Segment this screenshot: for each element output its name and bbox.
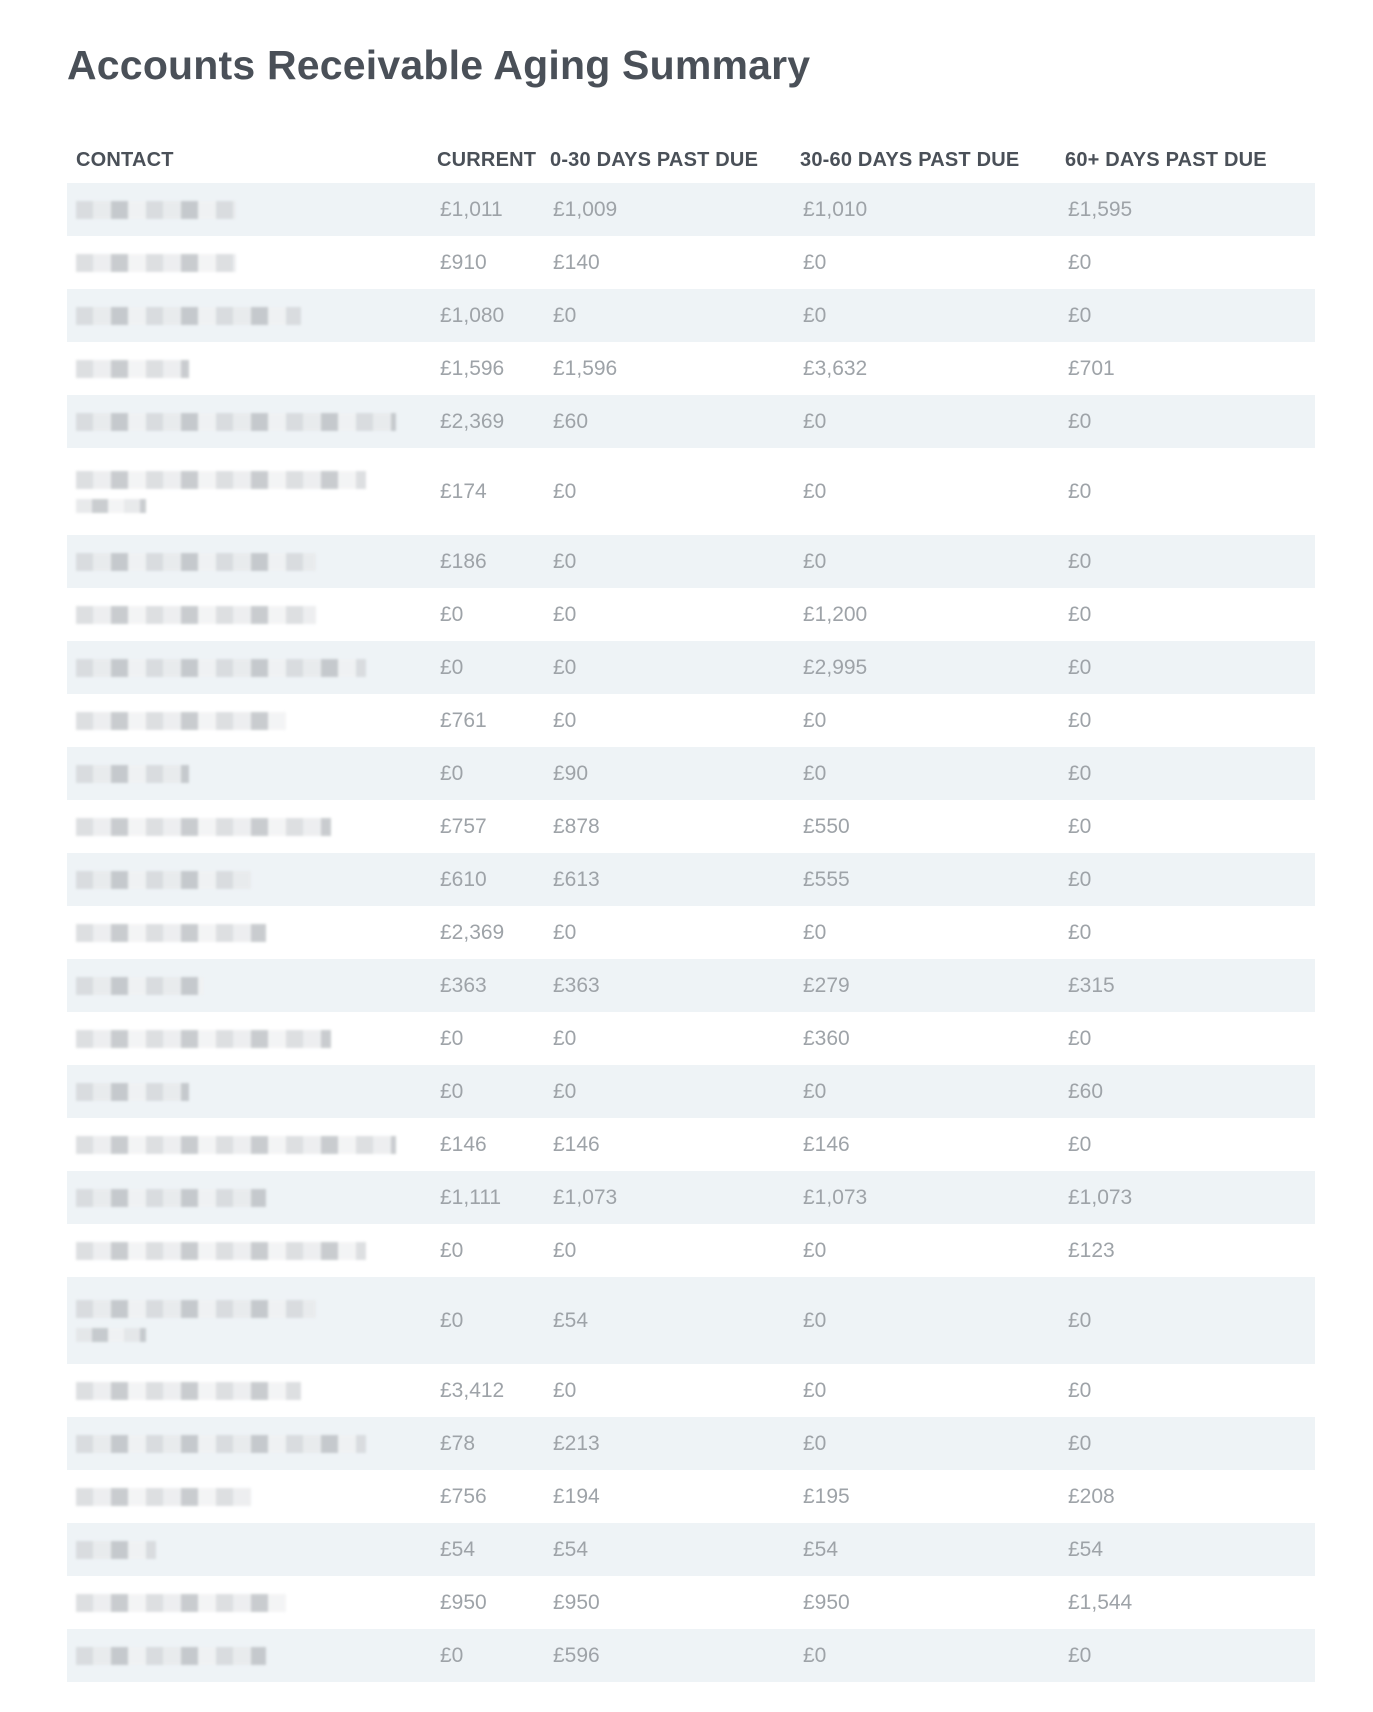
d30-60-amount-cell: £195 <box>800 1470 1065 1523</box>
table-row[interactable] <box>67 588 1315 641</box>
d30-60-amount-cell: £0 <box>800 694 1065 747</box>
d0-30-amount-cell: £950 <box>550 1576 800 1629</box>
d30-60-amount-cell: £555 <box>800 853 1065 906</box>
redacted-contact-name <box>76 1136 396 1154</box>
aging-table-container <box>67 137 1315 1682</box>
redacted-contact-name-line2 <box>76 499 146 513</box>
contact-cell[interactable] <box>67 1523 437 1576</box>
redacted-contact-name <box>76 1435 366 1453</box>
current-amount-cell: £756 <box>437 1470 550 1523</box>
d0-30-amount-cell: £1,009 <box>550 183 800 236</box>
current-amount-cell: £3,412 <box>437 1364 550 1417</box>
d60-plus-amount-cell: £0 <box>1065 1417 1315 1470</box>
current-amount-cell: £950 <box>437 1576 550 1629</box>
current-amount-cell: £0 <box>437 1277 550 1364</box>
d0-30-amount-cell: £90 <box>550 747 800 800</box>
redacted-contact-name <box>76 871 251 889</box>
table-row[interactable] <box>67 448 1315 535</box>
contact-cell[interactable] <box>67 1171 437 1224</box>
redacted-contact-name <box>76 471 366 489</box>
contact-cell[interactable] <box>67 1224 437 1277</box>
contact-cell[interactable] <box>67 395 437 448</box>
d0-30-amount-cell: £613 <box>550 853 800 906</box>
table-row[interactable] <box>67 1012 1315 1065</box>
contact-cell[interactable] <box>67 236 437 289</box>
d30-60-amount-cell: £0 <box>800 906 1065 959</box>
d0-30-amount-cell: £194 <box>550 1470 800 1523</box>
current-amount-cell: £1,080 <box>437 289 550 342</box>
d30-60-amount-cell: £0 <box>800 1277 1065 1364</box>
d0-30-amount-cell: £146 <box>550 1118 800 1171</box>
redacted-contact-name <box>76 307 301 325</box>
d30-60-amount-cell: £0 <box>800 1224 1065 1277</box>
current-amount-cell: £757 <box>437 800 550 853</box>
column-header-0-30-days[interactable]: 0-30 DAYS PAST DUE <box>550 148 759 171</box>
d60-plus-amount-cell: £0 <box>1065 395 1315 448</box>
current-amount-cell: £0 <box>437 588 550 641</box>
d0-30-amount-cell: £1,596 <box>550 342 800 395</box>
contact-cell[interactable] <box>67 1012 437 1065</box>
table-row[interactable] <box>67 1523 1315 1576</box>
contact-cell[interactable] <box>67 747 437 800</box>
table-row[interactable] <box>67 289 1315 342</box>
column-header-current[interactable]: CURRENT <box>437 148 537 171</box>
d30-60-amount-cell: £0 <box>800 448 1065 535</box>
d0-30-amount-cell: £0 <box>550 1065 800 1118</box>
contact-cell[interactable] <box>67 1417 437 1470</box>
page-title: Accounts Receivable Aging Summary <box>67 42 811 88</box>
table-row[interactable] <box>67 535 1315 588</box>
contact-cell[interactable] <box>67 342 437 395</box>
d30-60-amount-cell: £0 <box>800 535 1065 588</box>
contact-cell[interactable] <box>67 1576 437 1629</box>
current-amount-cell: £78 <box>437 1417 550 1470</box>
d0-30-amount-cell: £1,073 <box>550 1171 800 1224</box>
current-amount-cell: £363 <box>437 959 550 1012</box>
current-amount-cell: £761 <box>437 694 550 747</box>
contact-cell[interactable] <box>67 289 437 342</box>
redacted-contact-name <box>76 1647 266 1665</box>
current-amount-cell: £186 <box>437 535 550 588</box>
contact-cell[interactable] <box>67 1629 437 1682</box>
d30-60-amount-cell: £0 <box>800 747 1065 800</box>
table-row[interactable] <box>67 1364 1315 1417</box>
d60-plus-amount-cell: £315 <box>1065 959 1315 1012</box>
table-row[interactable] <box>67 183 1315 236</box>
current-amount-cell: £0 <box>437 1224 550 1277</box>
d60-plus-amount-cell: £208 <box>1065 1470 1315 1523</box>
d30-60-amount-cell: £360 <box>800 1012 1065 1065</box>
current-amount-cell: £910 <box>437 236 550 289</box>
d0-30-amount-cell: £140 <box>550 236 800 289</box>
table-row[interactable] <box>67 236 1315 289</box>
d30-60-amount-cell: £1,200 <box>800 588 1065 641</box>
redacted-contact-name <box>76 1083 189 1101</box>
redacted-contact-name <box>76 1488 251 1506</box>
contact-cell[interactable] <box>67 588 437 641</box>
table-row[interactable] <box>67 1277 1315 1364</box>
current-amount-cell: £610 <box>437 853 550 906</box>
d30-60-amount-cell: £3,632 <box>800 342 1065 395</box>
redacted-contact-name <box>76 360 189 378</box>
d30-60-amount-cell: £0 <box>800 289 1065 342</box>
redacted-contact-name <box>76 712 286 730</box>
redacted-contact-name <box>76 413 396 431</box>
d0-30-amount-cell: £0 <box>550 906 800 959</box>
d60-plus-amount-cell: £0 <box>1065 1629 1315 1682</box>
d30-60-amount-cell: £2,995 <box>800 641 1065 694</box>
d60-plus-amount-cell: £0 <box>1065 1364 1315 1417</box>
current-amount-cell: £54 <box>437 1523 550 1576</box>
d60-plus-amount-cell: £0 <box>1065 694 1315 747</box>
d60-plus-amount-cell: £0 <box>1065 1012 1315 1065</box>
current-amount-cell: £2,369 <box>437 395 550 448</box>
contact-cell[interactable] <box>67 183 437 236</box>
redacted-contact-name <box>76 1541 156 1559</box>
redacted-contact-name <box>76 1030 331 1048</box>
current-amount-cell: £1,596 <box>437 342 550 395</box>
d30-60-amount-cell: £1,010 <box>800 183 1065 236</box>
d60-plus-amount-cell: £0 <box>1065 236 1315 289</box>
table-body <box>67 183 1315 1682</box>
table-row[interactable] <box>67 1224 1315 1277</box>
d60-plus-amount-cell: £0 <box>1065 448 1315 535</box>
redacted-contact-name <box>76 553 316 571</box>
d60-plus-amount-cell: £1,073 <box>1065 1171 1315 1224</box>
redacted-contact-name <box>76 765 189 783</box>
d30-60-amount-cell: £54 <box>800 1523 1065 1576</box>
d30-60-amount-cell: £550 <box>800 800 1065 853</box>
redacted-contact-name <box>76 606 316 624</box>
redacted-contact-name <box>76 201 236 219</box>
redacted-contact-name <box>76 1382 301 1400</box>
d60-plus-amount-cell: £0 <box>1065 800 1315 853</box>
d60-plus-amount-cell: £0 <box>1065 1118 1315 1171</box>
table-row[interactable] <box>67 906 1315 959</box>
table-row[interactable] <box>67 694 1315 747</box>
current-amount-cell: £2,369 <box>437 906 550 959</box>
d0-30-amount-cell: £213 <box>550 1417 800 1470</box>
table-row[interactable] <box>67 1065 1315 1118</box>
contact-cell[interactable] <box>67 1470 437 1523</box>
d60-plus-amount-cell: £0 <box>1065 641 1315 694</box>
current-amount-cell: £1,111 <box>437 1171 550 1224</box>
redacted-contact-name <box>76 254 236 272</box>
contact-cell[interactable] <box>67 1118 437 1171</box>
current-amount-cell: £0 <box>437 641 550 694</box>
d60-plus-amount-cell: £123 <box>1065 1224 1315 1277</box>
current-amount-cell: £146 <box>437 1118 550 1171</box>
d60-plus-amount-cell: £0 <box>1065 1277 1315 1364</box>
d0-30-amount-cell: £0 <box>550 694 800 747</box>
d0-30-amount-cell: £0 <box>550 641 800 694</box>
current-amount-cell: £0 <box>437 747 550 800</box>
redacted-contact-name <box>76 1189 266 1207</box>
table-row[interactable] <box>67 1629 1315 1682</box>
redacted-contact-name <box>76 924 266 942</box>
d30-60-amount-cell: £0 <box>800 1364 1065 1417</box>
d0-30-amount-cell: £0 <box>550 1364 800 1417</box>
redacted-contact-name <box>76 818 331 836</box>
contact-cell[interactable] <box>67 1364 437 1417</box>
d60-plus-amount-cell: £0 <box>1065 289 1315 342</box>
table-row[interactable] <box>67 342 1315 395</box>
d0-30-amount-cell: £596 <box>550 1629 800 1682</box>
table-row[interactable] <box>67 1171 1315 1224</box>
contact-cell[interactable] <box>67 1277 437 1364</box>
redacted-contact-name <box>76 1300 316 1318</box>
redacted-contact-name <box>76 977 204 995</box>
table-row[interactable] <box>67 959 1315 1012</box>
table-row[interactable] <box>67 853 1315 906</box>
current-amount-cell: £0 <box>437 1629 550 1682</box>
current-amount-cell: £0 <box>437 1012 550 1065</box>
contact-cell[interactable] <box>67 641 437 694</box>
d0-30-amount-cell: £363 <box>550 959 800 1012</box>
redacted-contact-name-line2 <box>76 1328 146 1342</box>
table-row[interactable] <box>67 747 1315 800</box>
d60-plus-amount-cell: £54 <box>1065 1523 1315 1576</box>
contact-cell[interactable] <box>67 535 437 588</box>
d30-60-amount-cell: £0 <box>800 1417 1065 1470</box>
table-row[interactable] <box>67 1417 1315 1470</box>
d60-plus-amount-cell: £0 <box>1065 588 1315 641</box>
d0-30-amount-cell: £54 <box>550 1523 800 1576</box>
d60-plus-amount-cell: £0 <box>1065 853 1315 906</box>
current-amount-cell: £174 <box>437 448 550 535</box>
table-row[interactable] <box>67 395 1315 448</box>
column-header-60-plus-days[interactable]: 60+ DAYS PAST DUE <box>1065 148 1267 171</box>
d30-60-amount-cell: £146 <box>800 1118 1065 1171</box>
d60-plus-amount-cell: £1,544 <box>1065 1576 1315 1629</box>
redacted-contact-name <box>76 1594 286 1612</box>
redacted-contact-name <box>76 1242 366 1260</box>
column-header-30-60-days[interactable]: 30-60 DAYS PAST DUE <box>800 148 1020 171</box>
d60-plus-amount-cell: £1,595 <box>1065 183 1315 236</box>
table-row[interactable] <box>67 800 1315 853</box>
d60-plus-amount-cell: £0 <box>1065 535 1315 588</box>
contact-cell[interactable] <box>67 1065 437 1118</box>
d60-plus-amount-cell: £60 <box>1065 1065 1315 1118</box>
d0-30-amount-cell: £54 <box>550 1277 800 1364</box>
aging-table <box>67 137 1315 1682</box>
d0-30-amount-cell: £0 <box>550 1012 800 1065</box>
d0-30-amount-cell: £0 <box>550 535 800 588</box>
d0-30-amount-cell: £60 <box>550 395 800 448</box>
d30-60-amount-cell: £0 <box>800 236 1065 289</box>
d0-30-amount-cell: £0 <box>550 448 800 535</box>
column-header-contact[interactable]: CONTACT <box>76 148 174 171</box>
contact-cell[interactable] <box>67 694 437 747</box>
current-amount-cell: £1,011 <box>437 183 550 236</box>
d30-60-amount-cell: £1,073 <box>800 1171 1065 1224</box>
d60-plus-amount-cell: £701 <box>1065 342 1315 395</box>
current-amount-cell: £0 <box>437 1065 550 1118</box>
contact-cell[interactable] <box>67 906 437 959</box>
table-row[interactable] <box>67 1470 1315 1523</box>
d30-60-amount-cell: £0 <box>800 1065 1065 1118</box>
table-row[interactable] <box>67 641 1315 694</box>
d60-plus-amount-cell: £0 <box>1065 906 1315 959</box>
d60-plus-amount-cell: £0 <box>1065 747 1315 800</box>
table-row[interactable] <box>67 1576 1315 1629</box>
contact-cell[interactable] <box>67 800 437 853</box>
d0-30-amount-cell: £0 <box>550 289 800 342</box>
d30-60-amount-cell: £0 <box>800 1629 1065 1682</box>
d0-30-amount-cell: £0 <box>550 1224 800 1277</box>
d30-60-amount-cell: £950 <box>800 1576 1065 1629</box>
table-header-row <box>67 137 1315 183</box>
contact-cell[interactable] <box>67 853 437 906</box>
redacted-contact-name <box>76 659 366 677</box>
d30-60-amount-cell: £0 <box>800 395 1065 448</box>
d30-60-amount-cell: £279 <box>800 959 1065 1012</box>
d0-30-amount-cell: £0 <box>550 588 800 641</box>
contact-cell[interactable] <box>67 448 437 535</box>
table-row[interactable] <box>67 1118 1315 1171</box>
contact-cell[interactable] <box>67 959 437 1012</box>
d0-30-amount-cell: £878 <box>550 800 800 853</box>
